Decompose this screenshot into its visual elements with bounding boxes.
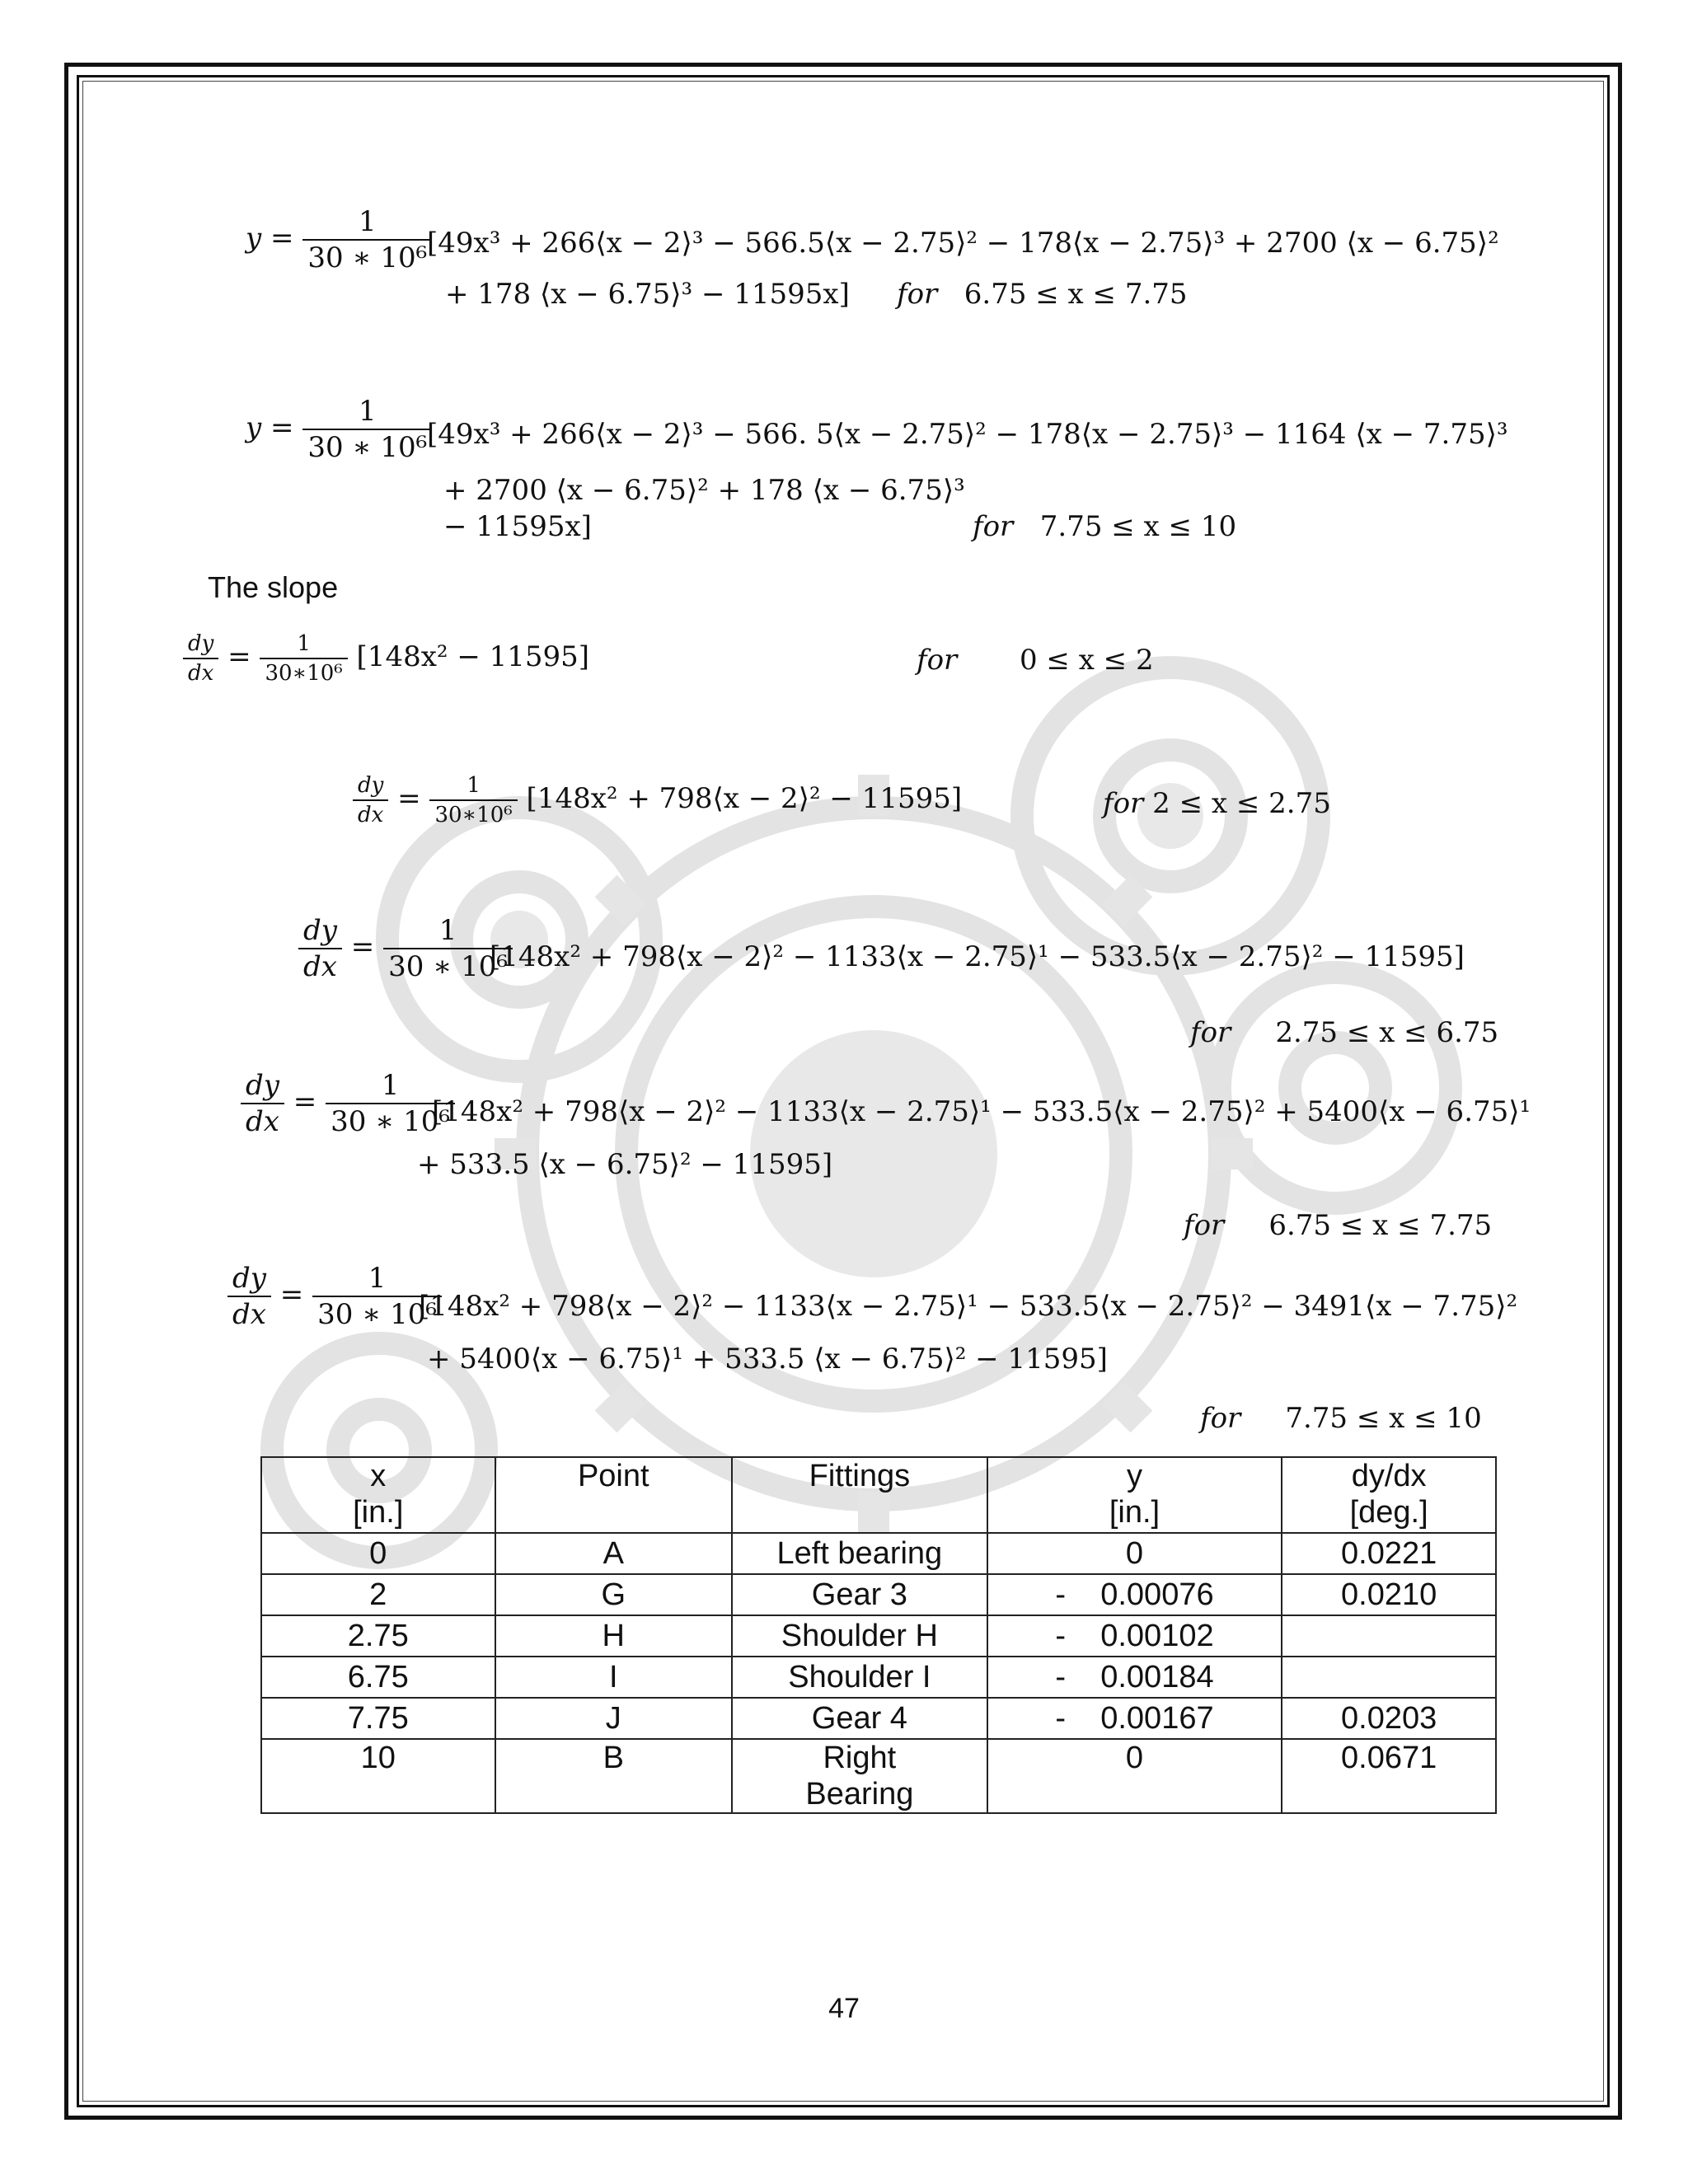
range-text: 7.75 ≤ x ≤ 10 <box>1039 510 1237 543</box>
cell-x: 10 <box>261 1739 495 1813</box>
deflection-1-line-2: + 178 ⟨x − 6.75⟩³ − 11595x] <box>445 278 850 311</box>
dy-dx-fraction <box>241 1071 284 1136</box>
cell-y: - 0.00102 <box>987 1615 1282 1657</box>
fraction-denominator: 30 ∗ 10⁶ <box>326 1103 455 1136</box>
cell-fitting: Shoulder H <box>732 1615 987 1657</box>
slope-equation-2 <box>353 775 962 826</box>
eq-lhs: y = <box>246 222 294 255</box>
slope-4-range <box>1184 1209 1493 1242</box>
slope-heading: The slope <box>208 570 339 604</box>
dy-dx-fraction <box>227 1264 271 1329</box>
table-row <box>261 1739 1496 1813</box>
equals-sign: = <box>293 1085 317 1118</box>
coefficient-fraction <box>302 205 432 274</box>
header-line-1: Fittings <box>809 1459 911 1493</box>
for-label: for <box>1184 1209 1225 1242</box>
for-label: for <box>1190 1016 1231 1049</box>
range-text: 7.75 ≤ x ≤ 10 <box>1285 1402 1482 1435</box>
slope-2-range <box>1103 787 1331 820</box>
cell-y: 0 <box>987 1739 1282 1813</box>
results-table <box>260 1456 1497 1814</box>
cell-slope: 0.0203 <box>1282 1698 1496 1739</box>
cell-slope <box>1282 1657 1496 1698</box>
equals-sign: = <box>350 930 375 963</box>
fraction-denominator: 30 ∗ 10⁶ <box>302 239 432 272</box>
dy-numerator: dy <box>358 773 384 798</box>
fitting-line-2: Bearing <box>805 1777 914 1811</box>
fraction-denominator: 30 ∗ 10⁶ <box>302 429 432 462</box>
slope-1-bracket: [148x² − 11595] <box>356 640 590 673</box>
cell-slope: 0.0210 <box>1282 1574 1496 1615</box>
slope-5-range <box>1200 1402 1482 1435</box>
cell-slope: 0.0221 <box>1282 1533 1496 1574</box>
table-row <box>261 1657 1496 1698</box>
range-text: 6.75 ≤ x ≤ 7.75 <box>964 278 1188 311</box>
table-row <box>261 1574 1496 1615</box>
cell-point: J <box>495 1698 733 1739</box>
slope-equation-3 <box>298 916 513 981</box>
range-text: 0 ≤ x ≤ 2 <box>1019 644 1154 677</box>
for-label: for <box>973 510 1014 543</box>
cell-x: 0 <box>261 1533 495 1574</box>
slope-5-line-1: [148x² + 798⟨x − 2⟩² − 1133⟨x − 2.75⟩¹ − 533.5⟨x − 2.75⟩² − 3491⟨x − 7.75⟩² <box>419 1290 1518 1323</box>
deflection-2-line-2: + 2700 ⟨x − 6.75⟩² + 178 ⟨x − 6.75⟩³ <box>443 474 965 507</box>
slope-5-line-2: + 5400⟨x − 6.75⟩¹ + 533.5 ⟨x − 6.75⟩² − 11595] <box>427 1343 1108 1376</box>
for-label: for <box>897 278 938 311</box>
deflection-1-line-1: [49x³ + 266⟨x − 2⟩³ − 566.5⟨x − 2.75⟩² − 178⟨x − 2.75⟩³ + 2700 ⟨x − 6.75⟩² <box>427 227 1499 260</box>
dx-denominator: dx <box>183 658 218 684</box>
for-label: for <box>1200 1402 1241 1435</box>
coefficient-fraction <box>302 397 432 462</box>
slope-3-line-1: [148x² + 798⟨x − 2⟩² − 1133⟨x − 2.75⟩¹ − 533.5⟨x − 2.75⟩² − 11595] <box>490 940 1465 973</box>
header-fittings <box>732 1457 987 1533</box>
table-row <box>261 1698 1496 1739</box>
slope-equation-1 <box>183 633 589 684</box>
deflection-equation-2 <box>246 397 432 462</box>
header-line-1: y <box>1126 1459 1142 1493</box>
dy-dx-fraction <box>353 775 388 826</box>
header-x <box>261 1457 495 1533</box>
equals-sign: = <box>227 640 251 673</box>
cell-x: 7.75 <box>261 1698 495 1739</box>
fraction-numerator: 1 <box>358 205 377 238</box>
cell-fitting: Left bearing <box>732 1533 987 1574</box>
dx-denominator: dx <box>227 1296 271 1329</box>
header-point <box>495 1457 733 1533</box>
header-line-2: [in.] <box>353 1495 404 1530</box>
equals-sign: = <box>279 1278 304 1311</box>
page-number: 47 <box>828 1993 860 2024</box>
slope-equation-5 <box>227 1264 442 1329</box>
cell-point: H <box>495 1615 733 1657</box>
cell-y: 0 <box>987 1533 1282 1574</box>
slope-equation-4 <box>241 1071 455 1136</box>
header-line-1: Point <box>577 1459 649 1493</box>
fraction-numerator: 1 <box>381 1069 400 1102</box>
slope-3-range <box>1190 1016 1499 1049</box>
header-line-1: x <box>370 1459 387 1493</box>
cell-fitting <box>732 1739 987 1813</box>
dx-denominator: dx <box>353 799 388 826</box>
fraction-numerator: 1 <box>368 1262 387 1295</box>
dy-numerator: dy <box>188 631 214 656</box>
dy-numerator: dy <box>246 1069 279 1102</box>
cell-y: - 0.00167 <box>987 1698 1282 1739</box>
for-label: for <box>1103 787 1144 820</box>
cell-y: - 0.00184 <box>987 1657 1282 1698</box>
dy-numerator: dy <box>303 914 337 947</box>
cell-x: 2.75 <box>261 1615 495 1657</box>
fraction-denominator: 30 ∗ 10⁶ <box>312 1296 442 1329</box>
header-slope <box>1282 1457 1496 1533</box>
dy-dx-fraction <box>298 916 342 981</box>
table-row <box>261 1615 1496 1657</box>
range-text: 2.75 ≤ x ≤ 6.75 <box>1275 1016 1499 1049</box>
header-line-2: [in.] <box>1109 1495 1160 1530</box>
deflection-2-line-1: [49x³ + 266⟨x − 2⟩³ − 566. 5⟨x − 2.75⟩² − 178⟨x − 2.75⟩³ − 1164 ⟨x − 7.75⟩³ <box>427 418 1508 451</box>
range-text: 6.75 ≤ x ≤ 7.75 <box>1268 1209 1493 1242</box>
fraction-denominator: 30∗10⁶ <box>260 658 347 684</box>
fraction-numerator: 1 <box>438 914 457 947</box>
cell-slope: 0.0671 <box>1282 1739 1496 1813</box>
slope-1-range <box>917 644 1154 677</box>
slope-2-bracket: [148x² + 798⟨x − 2⟩² − 11595] <box>526 782 963 815</box>
deflection-2-line-3: − 11595x] <box>443 510 592 543</box>
for-label: for <box>917 644 958 677</box>
cell-slope <box>1282 1615 1496 1657</box>
dy-dx-fraction <box>183 633 218 684</box>
cell-x: 2 <box>261 1574 495 1615</box>
coefficient-fraction <box>260 633 347 684</box>
fraction-numerator: 1 <box>297 631 311 656</box>
header-y <box>987 1457 1282 1533</box>
deflection-2-range <box>973 510 1237 543</box>
cell-point: A <box>495 1533 733 1574</box>
cell-point: G <box>495 1574 733 1615</box>
cell-y: - 0.00076 <box>987 1574 1282 1615</box>
dx-denominator: dx <box>241 1103 284 1136</box>
equals-sign: = <box>397 782 421 815</box>
coefficient-fraction <box>429 775 517 826</box>
header-line-2: [deg.] <box>1349 1495 1428 1530</box>
dy-numerator: dy <box>232 1262 266 1295</box>
slope-4-line-2: + 533.5 ⟨x − 6.75⟩² − 11595] <box>417 1148 833 1181</box>
header-line-1: dy/dx <box>1351 1459 1427 1493</box>
eq-lhs: y = <box>246 411 294 444</box>
fitting-line-1: Right <box>823 1741 897 1775</box>
cell-fitting: Gear 3 <box>732 1574 987 1615</box>
deflection-equation-1 <box>246 205 432 274</box>
fraction-denominator: 30∗10⁶ <box>429 799 517 826</box>
slope-4-line-1: [148x² + 798⟨x − 2⟩² − 1133⟨x − 2.75⟩¹ − 533.5⟨x − 2.75⟩² + 5400⟨x − 6.75⟩¹ <box>432 1095 1531 1128</box>
fraction-numerator: 1 <box>358 395 377 428</box>
cell-fitting: Gear 4 <box>732 1698 987 1739</box>
cell-point: B <box>495 1739 733 1813</box>
cell-x: 6.75 <box>261 1657 495 1698</box>
table-header-row <box>261 1457 1496 1533</box>
range-text: 2 ≤ x ≤ 2.75 <box>1152 787 1331 820</box>
fraction-numerator: 1 <box>467 773 481 798</box>
dx-denominator: dx <box>298 948 342 981</box>
deflection-1-range <box>897 278 1188 311</box>
cell-point: I <box>495 1657 733 1698</box>
fraction-denominator: 30 ∗ 10⁶ <box>383 948 513 981</box>
cell-fitting: Shoulder I <box>732 1657 987 1698</box>
table-row <box>261 1533 1496 1574</box>
